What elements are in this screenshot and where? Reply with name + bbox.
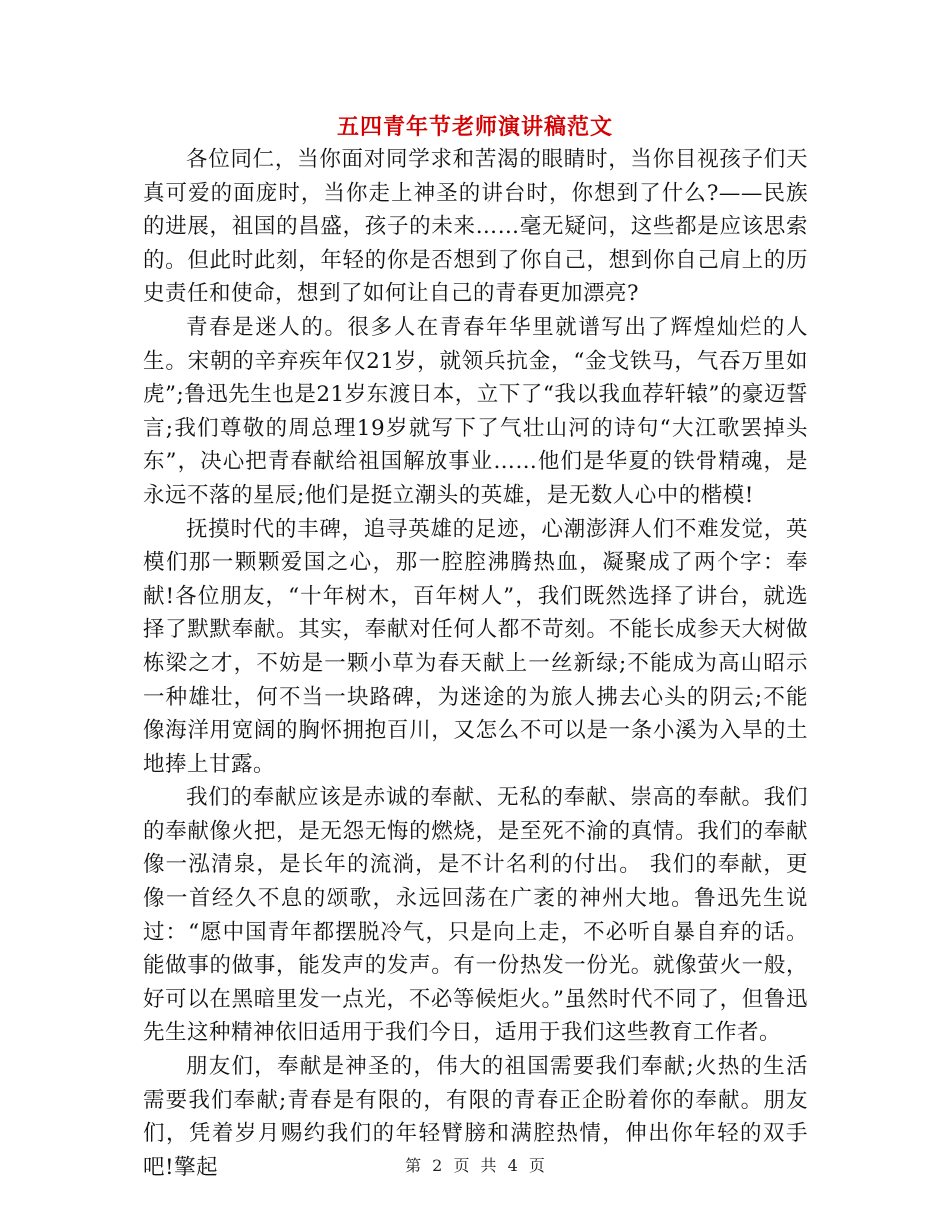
document-body: [143, 143, 808, 1184]
paragraph-5: 朋友们，奉献是神圣的，伟大的祖国需要我们奉献;火热的生活需要我们奉献;青春是有限的，有限的青春正企盼着你的奉献。朋友们，凭着岁月赐约我们的年轻臂膀和满腔热情，伸出你年轻的双手吧!擎起: [143, 1054, 808, 1180]
document-title: 五四青年节老师演讲稿范文: [336, 114, 613, 140]
page-number-footer: 第 2 页 共 4 页: [405, 1156, 545, 1175]
paragraph-1: 各位同仁，当你面对同学求和苦渴的眼睛时，当你目视孩子们天真可爱的面庞时，当你走上神圣的讲台时，你想到了什么?——民族的进展，祖国的昌盛，孩子的未来……毫无疑问，这些都是应该思索的。但此时此刻，年轻的你是否想到了你自己，想到你自己肩上的历史责任和使命，想到了如何让自己的青春更加漂亮?: [143, 147, 808, 307]
paragraph-2: 青春是迷人的。很多人在青春年华里就谱写出了辉煌灿烂的人生。宋朝的辛弃疾年仅21岁，就领兵抗金，“金戈铁马，气吞万里如虎”;鲁迅先生也是21岁东渡日本，立下了“我以我血荐轩辕”的豪迈誓言;我们尊敬的周总理19岁就写下了气壮山河的诗句“大江歌罢掉头东”，决心把青春献给祖国解放事业……他们是华夏的铁骨精魂，是永远不落的星辰;他们是挺立潮头的英雄，是无数人心中的楷模!: [143, 314, 808, 508]
paragraph-4: 我们的奉献应该是赤诚的奉献、无私的奉献、崇高的奉献。我们的奉献像火把，是无怨无悔的燃烧，是至死不渝的真情。我们的奉献像一泓清泉，是长年的流淌，是不计名利的付出。 我们的奉献，更像一首经久不息的颂歌，永远回荡在广袤的神州大地。鲁迅先生说过：“愿中国青年都摆脱冷气，只是向上走，不必听自暴自弃的话。能做事的做事，能发声的发声。有一份热发一份光。就像萤火一般，好可以在黑暗里发一点光，不必等候炬火。”虽然时代不同了，但鲁迅先生这种精神依旧适用于我们今日，适用于我们这些教育工作者。: [143, 785, 808, 1046]
paragraph-3: 抚摸时代的丰碑，追寻英雄的足迹，心潮澎湃人们不难发觉，英模们那一颗颗爱国之心，那一腔腔沸腾热血，凝聚成了两个字：奉献!各位朋友，“十年树木，百年树人”，我们既然选择了讲台，就选择了默默奉献。其实，奉献对任何人都不苛刻。不能长成参天大树做栋梁之才，不妨是一颗小草为春天献上一丝新绿;不能成为高山昭示一种雄壮，何不当一块路碑，为迷途的为旅人拂去心头的阴云;不能像海洋用宽阔的胸怀拥抱百川，又怎么不可以是一条小溪为入旱的土地捧上甘露。: [143, 516, 808, 777]
